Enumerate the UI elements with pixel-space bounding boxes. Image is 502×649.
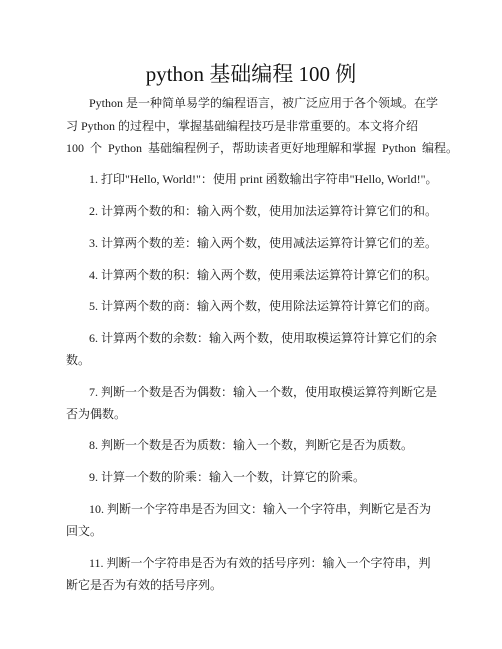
list-item: 1. 打印"Hello, World!"：使用 print 函数输出字符串"Hello, World!"。 <box>89 172 438 186</box>
intro-line: Python 是一种简单易学的编程语言，被广泛应用于各个领域。在学 <box>89 96 439 110</box>
list-item: 7. 判断一个数是否为偶数：输入一个数，使用取模运算符判断它是 <box>89 385 438 399</box>
list-item: 11. 判断一个字符串是否为有效的括号序列：输入一个字符串，判 <box>89 556 431 570</box>
list-item-continuation: 断它是否为有效的括号序列。 <box>66 578 223 592</box>
list-item-continuation: 数。 <box>66 353 91 367</box>
list-item: 9. 计算一个数的阶乘：输入一个数，计算它的阶乘。 <box>89 470 366 484</box>
list-item: 3. 计算两个数的差：输入两个数，使用减法运算符计算它们的差。 <box>89 236 438 250</box>
list-item-continuation: 回文。 <box>66 524 103 538</box>
list-item: 6. 计算两个数的余数：输入两个数，使用取模运算符计算它们的余 <box>89 331 438 345</box>
list-item: 5. 计算两个数的商：输入两个数，使用除法运算符计算它们的商。 <box>89 299 438 313</box>
list-item-continuation: 否为偶数。 <box>66 407 127 421</box>
list-item: 10. 判断一个字符串是否为回文：输入一个字符串，判断它是否为 <box>89 502 432 516</box>
intro-line: 习 Python 的过程中，掌握基础编程技巧是非常重要的。本文将介绍 <box>66 119 419 133</box>
intro-line: 100 个 Python 基础编程例子，帮助读者更好地理解和掌握 Python 编程。 <box>66 141 459 155</box>
list-item: 4. 计算两个数的积：输入两个数，使用乘法运算符计算它们的积。 <box>89 268 438 282</box>
document-title: python 基础编程 100 例 <box>145 62 357 86</box>
list-item: 8. 判断一个数是否为质数：输入一个数，判断它是否为质数。 <box>89 438 414 452</box>
list-item: 2. 计算两个数的和：输入两个数，使用加法运算符计算它们的和。 <box>89 204 438 218</box>
